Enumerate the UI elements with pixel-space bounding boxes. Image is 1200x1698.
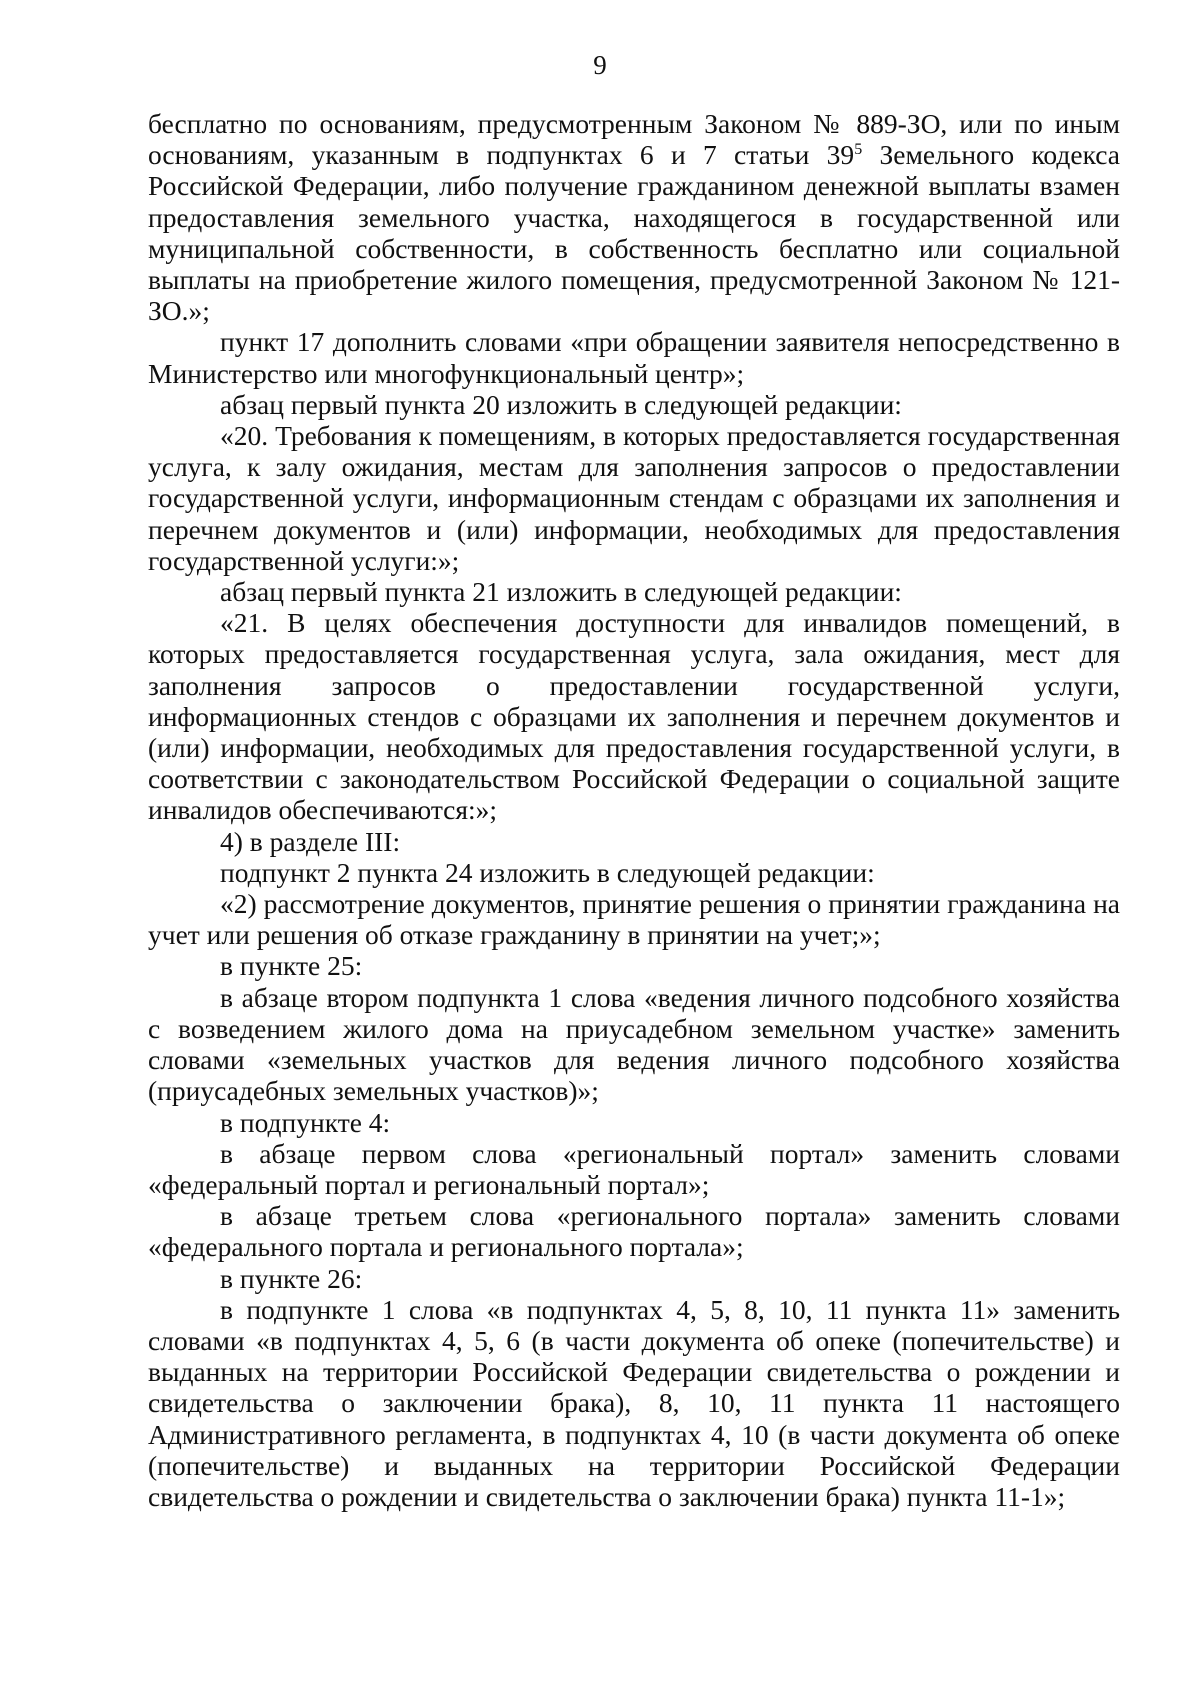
paragraph: в абзаце третьем слова «регионального портала» заменить словами «федерального портала и регионального портала»; <box>148 1200 1120 1263</box>
paragraph: в пункте 26: <box>220 1262 363 1294</box>
paragraph: «21. В целях обеспечения доступности для инвалидов помещений, в которых предоставляется государственная услуга, зала ожидания, мест для заполнения запросов о предоставлении государственной услуги, информационных стендов с образцами их заполнения и перечнем документов и (или) информации, необходимых для предоставления государственной услуги, в соответствии с законодательством Российской Федерации о социальной защите инвалидов обеспечиваются:»; <box>148 607 1120 826</box>
paragraph: 4) в разделе III: <box>220 825 401 857</box>
paragraph: пункт 17 дополнить словами «при обращении заявителя непосредственно в Министерство или многофункциональный центр»; <box>148 326 1120 389</box>
paragraph: абзац первый пункта 20 изложить в следующей редакции: <box>220 388 902 420</box>
paragraph: «20. Требования к помещениям, в которых предоставляется государственная услуга, к залу ожидания, местам для заполнения запросов о предоставлении государственной услуги, информационным стендам с образцами их заполнения и перечнем документов и (или) информации, необходимых для предоставления государственной услуги:»; <box>148 420 1120 576</box>
paragraph-text: Земельного кодекса Российской Федерации, либо получение гражданином денежной выплаты взамен предоставления земельного участка, находящегося в государственной или муниципальной собственности, в собственность бесплатно или социальной выплаты на приобретение жилого помещения, предусмотренной Законом № 121-ЗО.»; <box>148 139 1120 327</box>
paragraph: «2) рассмотрение документов, принятие решения о принятии гражданина на учет или решения об отказе гражданину в принятии на учет;»; <box>148 888 1120 951</box>
paragraph: в абзаце втором подпункта 1 слова «ведения личного подсобного хозяйства с возведением жилого дома на приусадебном земельном участке» заменить словами «земельных участков для ведения личного подсобного хозяйства (приусадебных земельных участков)»; <box>148 981 1120 1107</box>
paragraph: в пункте 25: <box>220 950 363 982</box>
paragraph-text: бесплатно по основаниям, предусмотренным Законом № 889-ЗО, или по иным основаниям, указанным в подпунктах 6 и 7 статьи 39 <box>148 108 1120 171</box>
paragraph: в подпункте 1 слова «в подпунктах 4, 5, 8, 10, 11 пункта 11» заменить словами «в подпунктах 4, 5, 6 (в части документа об опеке (попечительстве) и выданных на территории Российской Федерации свидетельства о рождении и свидетельства о заключении брака), 8, 10, 11 пункта 11 настоящего Административного регламента, в подпунктах 4, 10 (в части документа об опеке (попечительстве) и выданных на территории Российской Федерации свидетельства о рождении и свидетельства о заключении брака) пункта 11-1»; <box>148 1293 1120 1512</box>
paragraph: в подпункте 4: <box>220 1106 391 1138</box>
paragraph <box>148 108 1120 326</box>
paragraph: подпункт 2 пункта 24 изложить в следующей редакции: <box>220 856 875 888</box>
superscript: 5 <box>854 141 863 159</box>
page-number: 9 <box>593 50 607 80</box>
document-body <box>148 108 1120 1512</box>
paragraph: в абзаце первом слова «региональный портал» заменить словами «федеральный портал и региональный портал»; <box>148 1137 1120 1200</box>
paragraph: абзац первый пункта 21 изложить в следующей редакции: <box>220 576 902 608</box>
